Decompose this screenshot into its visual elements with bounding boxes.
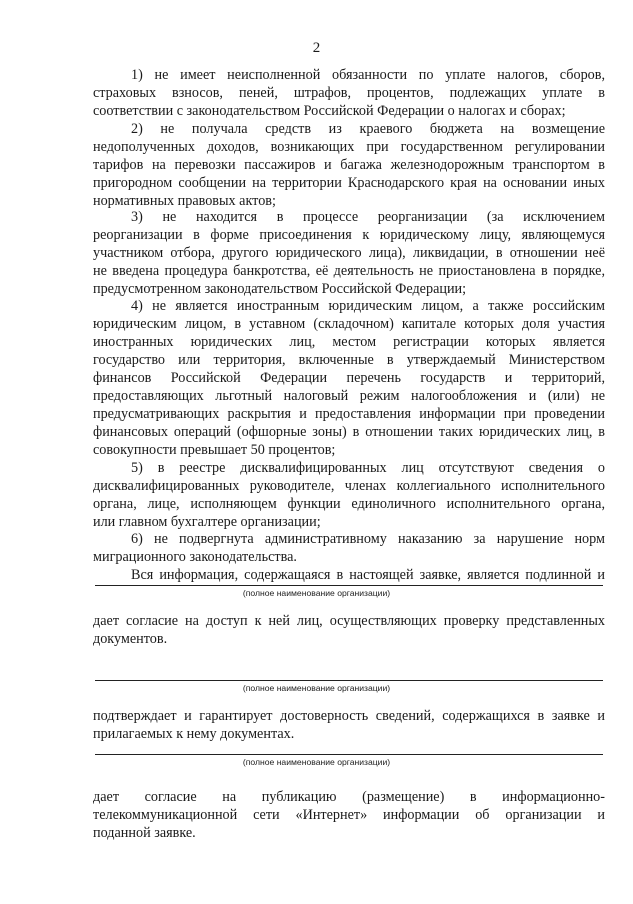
item-3-line-2: реорганизации в форме присоединения к юридическому лицу, являющемуся bbox=[93, 227, 605, 243]
item-5-line-3: органа, лице, исполняющем функции единоличного исполнительного органа, bbox=[93, 496, 605, 512]
item-4-line-5: финансов Российской Федерации перечень государств и территорий, bbox=[93, 370, 605, 386]
item-4-line-1: 4) не является иностранным юридическим лицом, а также российским bbox=[131, 298, 605, 314]
item-4-line-8: финансовых операций (офшорные зоны) в отношении таких юридических лиц, в bbox=[93, 424, 605, 440]
block3-line-3: поданной заявке. bbox=[93, 825, 196, 841]
item-4-line-7: предусматривающих раскрытия и предоставления информации при проведении bbox=[93, 406, 605, 422]
item-1-line-3: соответствии с законодательством Российской Федерации о налогах и сборах; bbox=[93, 103, 566, 119]
item-2-line-1: 2) не получала средств из краевого бюджета на возмещение bbox=[131, 121, 605, 137]
org-name-blank-3 bbox=[95, 754, 603, 755]
block1-line-2: документов. bbox=[93, 631, 168, 647]
item-3-line-5: предусмотренном законодательством Российской Федерации; bbox=[93, 281, 467, 297]
item-5-line-2: дисквалифицированных руководителе, членах коллегиального исполнительного bbox=[93, 478, 605, 494]
page-number: 2 bbox=[312, 40, 321, 56]
org-name-caption-3: (полное наименование организации) bbox=[242, 757, 391, 767]
item-4-line-2: юридическим лицом, в уставном (складочном) капитале которых доля участия bbox=[93, 316, 605, 332]
block3-line-2: телекоммуникационной сети «Интернет» информации об организации и bbox=[93, 807, 605, 823]
org-name-caption-1: (полное наименование организации) bbox=[242, 588, 391, 598]
org-name-blank-2 bbox=[95, 680, 603, 681]
block2-line-2: прилагаемых к нему документах. bbox=[93, 726, 295, 742]
org-name-blank-1 bbox=[95, 585, 603, 586]
item-3-line-4: не введена процедура банкротства, её деятельность не приостановлена в порядке, bbox=[93, 263, 605, 279]
item-6-line-2: миграционного законодательства. bbox=[93, 549, 297, 565]
item-5-line-4: или главном бухгалтере организации; bbox=[93, 514, 321, 530]
item-2-line-3: тарифов на перевозки пассажиров и багажа железнодорожным транспортом в bbox=[93, 157, 605, 173]
item-1-line-2: страховых взносов, пеней, штрафов, процентов, подлежащих уплате в bbox=[93, 85, 605, 101]
item-3-line-1: 3) не находится в процессе реорганизации (за исключением bbox=[131, 209, 605, 225]
item-2-line-5: нормативных правовых актов; bbox=[93, 193, 276, 209]
item-4-line-4: государство или территория, включенные в утверждаемый Министерством bbox=[93, 352, 605, 368]
block2-line-1: подтверждает и гарантирует достоверность сведений, содержащихся в заявке и bbox=[93, 708, 605, 724]
item-2-line-4: пригородном сообщении на территории Краснодарского края на основании иных bbox=[93, 175, 605, 191]
block3-line-1: дает согласие на публикацию (размещение) в информационно- bbox=[93, 789, 605, 805]
item-2-line-2: недополученных доходов, возникающих при государственном регулировании bbox=[93, 139, 605, 155]
item-6-line-1: 6) не подвергнута административному наказанию за нарушение норм bbox=[131, 531, 605, 547]
item-5-line-1: 5) в реестре дисквалифицированных лиц отсутствуют сведения о bbox=[131, 460, 605, 476]
org-name-caption-2: (полное наименование организации) bbox=[242, 683, 391, 693]
item-3-line-3: участником отбора, другого юридического лица), ликвидации, в отношении неё bbox=[93, 245, 605, 261]
statement-line: Вся информация, содержащаяся в настоящей заявке, является подлинной и bbox=[131, 567, 605, 583]
block1-line-1: дает согласие на доступ к ней лиц, осуществляющих проверку представленных bbox=[93, 613, 605, 629]
item-4-line-9: совокупности превышает 50 процентов; bbox=[93, 442, 336, 458]
item-4-line-3: иностранных юридических лиц, местом регистрации которых является bbox=[93, 334, 605, 350]
item-4-line-6: предоставляющих льготный налоговый режим налогообложения и (или) не bbox=[93, 388, 605, 404]
item-1-line-1: 1) не имеет неисполненной обязанности по уплате налогов, сборов, bbox=[131, 67, 605, 83]
